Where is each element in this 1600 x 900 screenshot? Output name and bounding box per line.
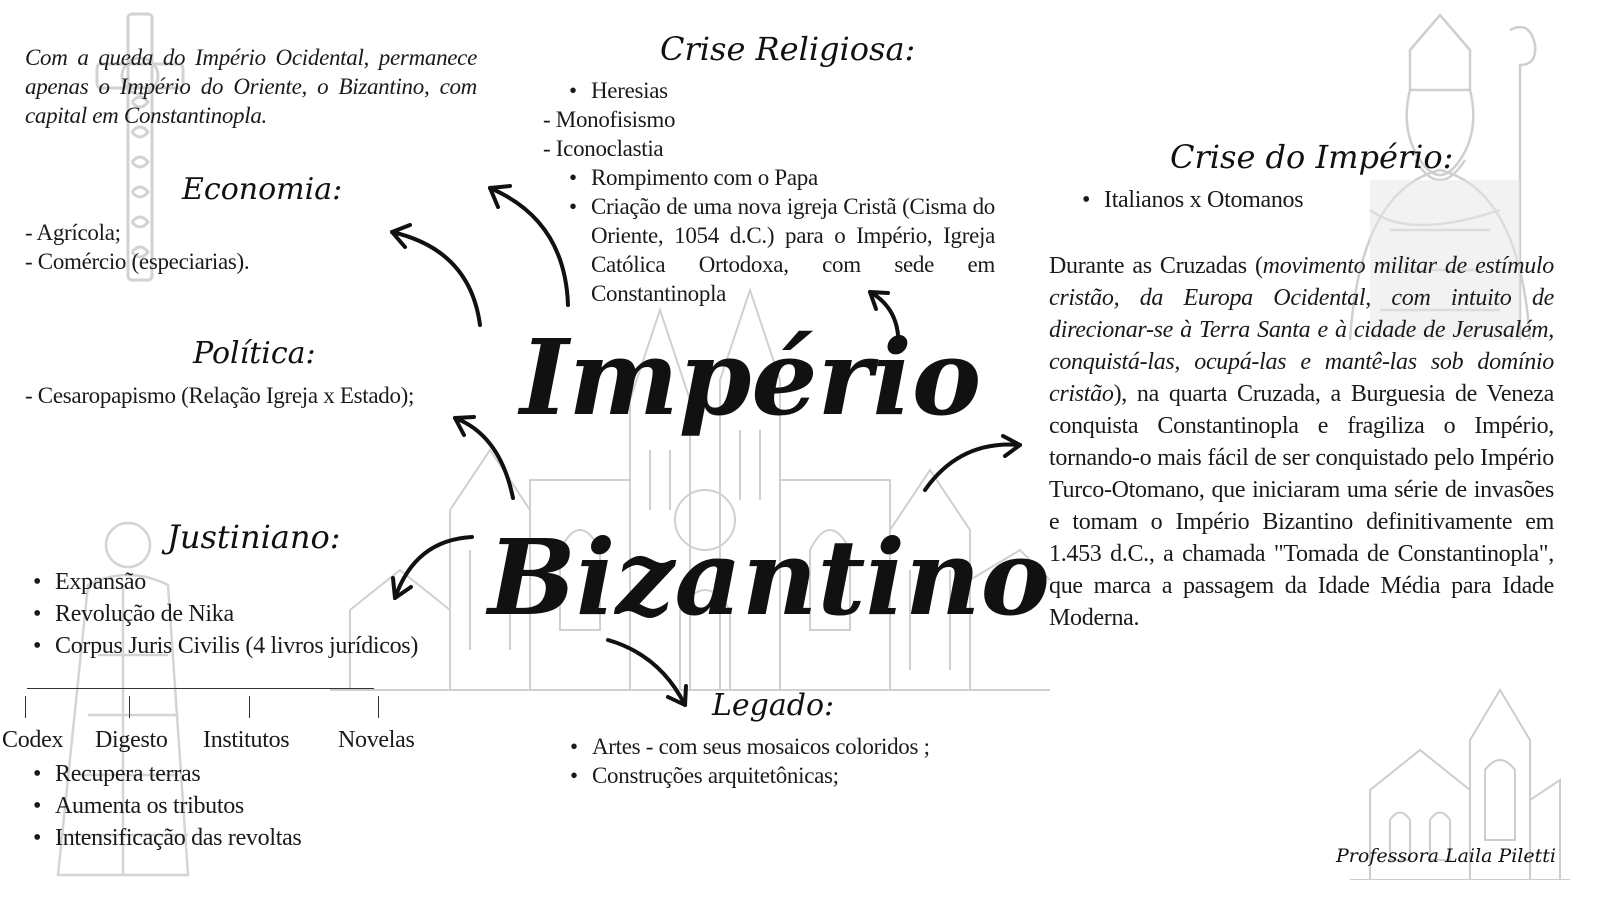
books-tick [129,696,130,718]
crise-religiosa-heading: Crise Religiosa: [660,30,916,68]
signature: Professora Laila Piletti [1336,845,1556,867]
title-line-1: Império [520,316,982,439]
crise-religiosa-item: • Heresias [563,76,995,105]
title-line-2: Bizantino [488,516,1050,639]
intro-text [25,43,477,130]
politica-item: - Cesaropapismo (Relação Igreja x Estado); [25,383,415,408]
books-tick [25,696,26,718]
politica-list [25,381,475,410]
justiniano-item: • Intensificação das revoltas [27,822,497,854]
crise-religiosa-block [543,76,995,308]
crise-imperio-list [1076,186,1476,215]
book-codex: Codex [2,727,64,753]
economia-heading: Economia: [182,172,343,207]
crise-imperio-paragraph [1049,250,1554,634]
crise-imperio-heading: Crise do Império: [1170,138,1454,176]
politica-heading: Política: [193,336,316,371]
economia-item: - Comércio (especiarias). [25,249,250,274]
crise-imperio-para-italic: movimento militar de estímulo cristão, da Europa Ocidental, com intuito de direcionar-se à Terra Santa e à cidade de Jerusalém, conquistá-las, ocupá-las e mantê-las sob domínio cristão [1049,253,1554,407]
justiniano-list [27,566,497,662]
justiniano-heading: Justiniano: [167,518,341,556]
economia-list [25,218,385,276]
crise-religiosa-item: • Criação de uma nova igreja Cristã (Cisma do Oriente, 1054 d.C.) para o Império, Igreja Católica Ortodoxa, com sede em Constantinopla [563,192,995,308]
legado-heading: Legado: [712,688,835,723]
intro-text-content: Com a queda do Império Ocidental, permanece apenas o Império do Oriente, o Bizantino, com capital em Constantinopla. [25,45,477,128]
economia-item: - Agrícola; [25,220,121,245]
crise-religiosa-list [543,76,995,105]
books-divider [27,688,374,689]
crise-imperio-para-end: ), na quarta Cruzada, a Burguesia de Veneza conquista Constantinopla e fragiliza o Império, tornando-o mais fácil de ser conquistado pelo Império Turco-Otomano, que iniciaram uma série de invasões e tomam o Império Bizantino definitivamente em 1.453 d.C., a chamada "Tomada de Constantinopla", que marca a passagem da Idade Média para Idade Moderna. [1049,381,1554,631]
justiniano-item: • Corpus Juris Civilis (4 livros jurídicos) [27,630,497,662]
legado-item: • Construções arquitetônicas; [564,761,1004,790]
crise-religiosa-list-2 [543,163,995,308]
justiniano-list-2 [27,758,497,854]
crise-imperio-item: • Italianos x Otomanos [1076,186,1476,215]
crise-religiosa-dash: - Iconoclastia [543,136,664,161]
legado-item: • Artes - com seus mosaicos coloridos ; [564,732,1004,761]
justiniano-item: • Recupera terras [27,758,497,790]
legado-list [564,732,1004,790]
crise-religiosa-item: • Rompimento com o Papa [563,163,995,192]
books-tick [378,696,379,718]
justiniano-item: • Aumenta os tributos [27,790,497,822]
book-institutos: Institutos [203,727,290,753]
justiniano-item: • Expansão [27,566,497,598]
books-tick [249,696,250,718]
crise-imperio-para-start: Durante as Cruzadas ( [1049,253,1263,279]
justiniano-item: • Revolução de Nika [27,598,497,630]
book-novelas: Novelas [338,727,415,753]
crise-religiosa-dash: - Monofisismo [543,107,676,132]
book-digesto: Digesto [95,727,168,753]
